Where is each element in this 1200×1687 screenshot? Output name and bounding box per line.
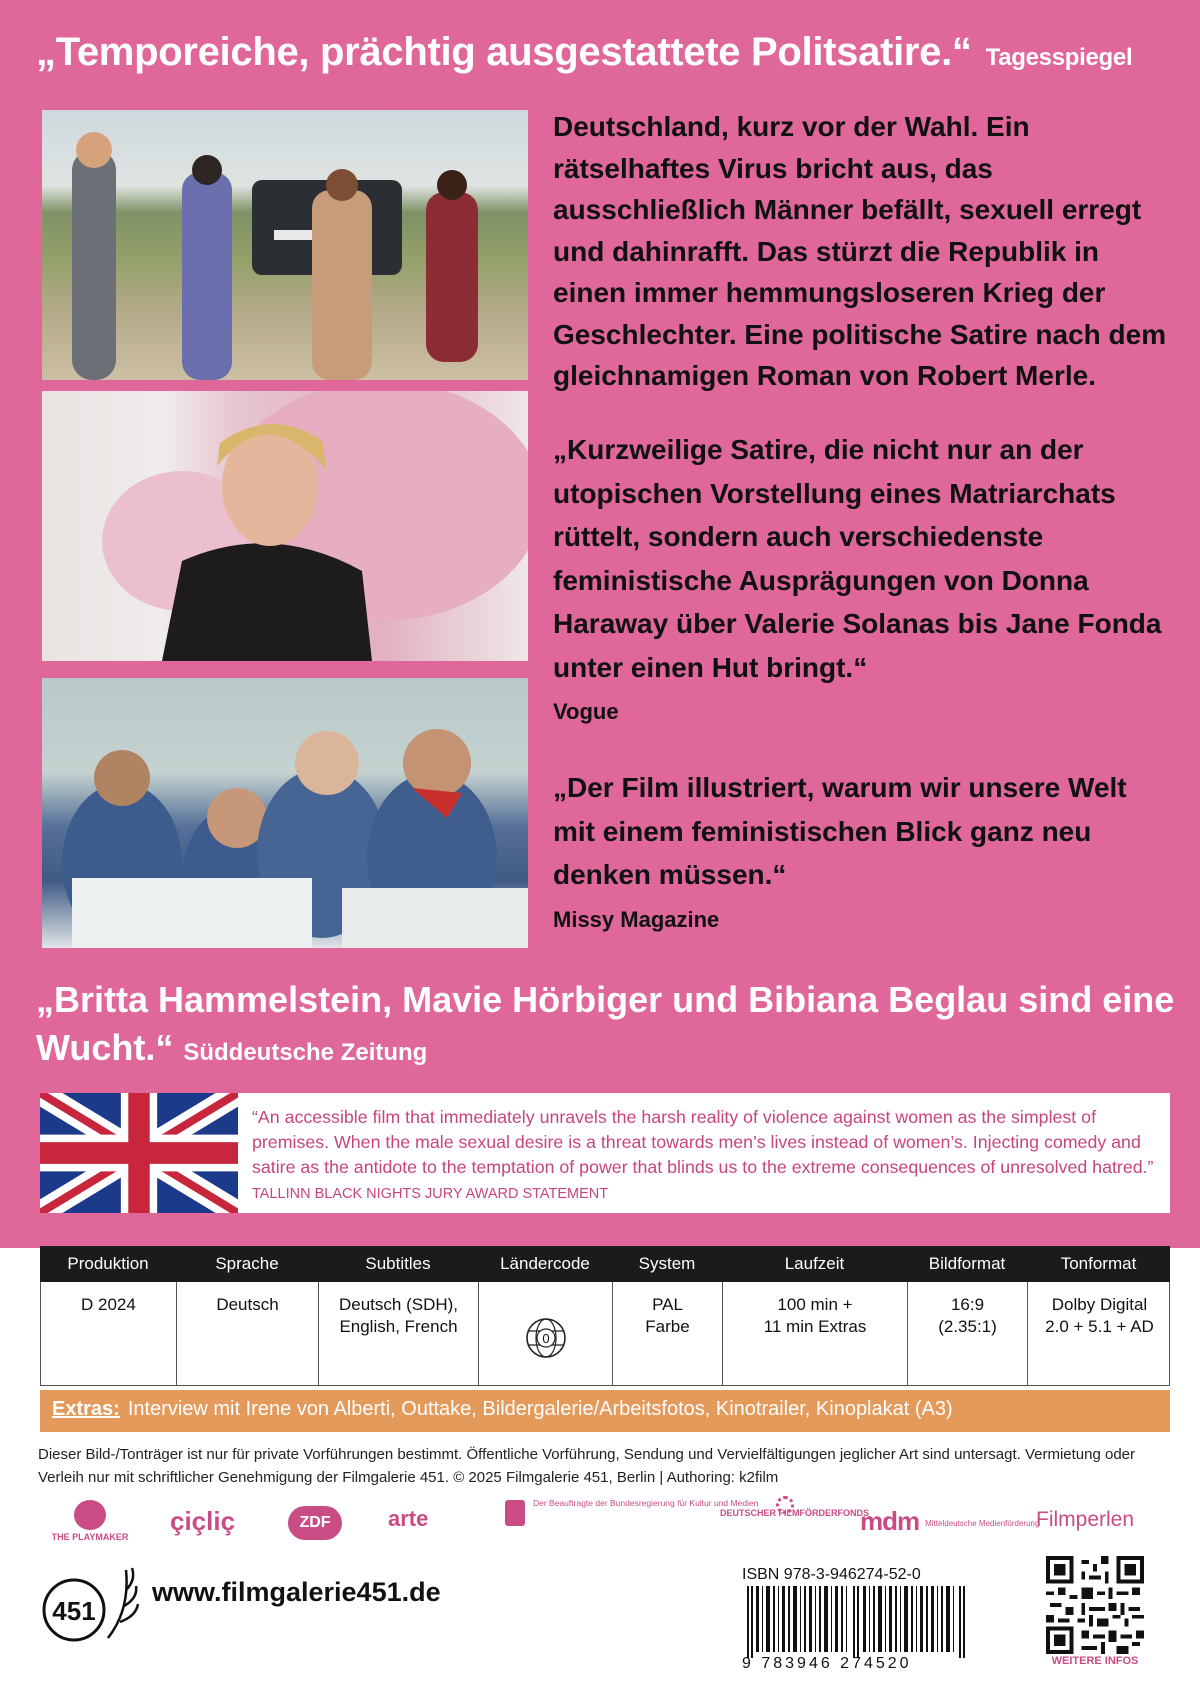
bkm-label: Der Beauftragte der Bundesregierung für Kultur und Medien — [533, 1498, 759, 1508]
barcode-icon — [745, 1586, 970, 1658]
header-tonformat: Tonformat — [1060, 1254, 1137, 1273]
film-still-men-at-screens — [42, 678, 528, 948]
header-bildformat: Bildformat — [928, 1254, 1006, 1273]
header-laendercode: Ländercode — [500, 1254, 590, 1273]
press-quote-vogue — [553, 428, 1173, 727]
header-laufzeit: Laufzeit — [784, 1254, 845, 1273]
header-sprache: Sprache — [215, 1254, 279, 1273]
filmperlen-logo: Filmperlen — [1036, 1508, 1135, 1531]
uk-flag-icon — [40, 1093, 238, 1213]
ciclic-logo: çiçliç — [170, 1506, 236, 1536]
top-quote-source: Tagesspiegel — [985, 44, 1133, 71]
tech-specs-values — [40, 1282, 1170, 1386]
isbn-number: ISBN 978-3-946274-52-0 — [742, 1566, 921, 1583]
playmaker-mark-icon — [74, 1500, 106, 1530]
filmgalerie-451-logo-icon — [40, 1560, 140, 1650]
zdf-logo: ZDF — [288, 1506, 342, 1540]
film-still-women-walking — [42, 110, 528, 380]
svg-text:451: 451 — [52, 1596, 96, 1626]
mdm-label: mdm — [860, 1506, 920, 1536]
bottom-quote-text: „Britta Hammelstein, Mavie Hörbiger und Bibiana Beglau sind eine Wucht.“ — [36, 979, 1175, 1068]
top-quote-text: „Temporeiche, prächtig ausgestattete Politsatire.“ — [36, 30, 972, 74]
value-produktion: D 2024 — [41, 1282, 177, 1385]
qr-label: WEITERE INFOS — [1051, 1655, 1139, 1667]
header-produktion: Produktion — [67, 1254, 149, 1273]
english-statement-source: TALLINN BLACK NIGHTS JURY AWARD STATEMENT — [252, 1186, 609, 1202]
extras-bar — [40, 1390, 1170, 1432]
value-subtitles: Deutsch (SDH), English, French — [319, 1282, 479, 1385]
barcode-digits: 9 783946 274520 — [742, 1655, 912, 1672]
press-quote-missy — [553, 766, 1173, 935]
qr-code-icon[interactable] — [1046, 1556, 1144, 1654]
tech-specs-table — [40, 1246, 1170, 1386]
value-sprache: Deutsch — [177, 1282, 319, 1385]
value-laufzeit: 100 min + 11 min Extras — [723, 1282, 908, 1385]
english-statement-text: “An accessible film that immediately unravels the harsh reality of violence against women as the simplest of premises. When the male sexual desire is a threat towards men’s lives instead of women’s. Injecting comedy and satire as the antidote to the temptation of power that blinds us to the extreme consequences of unresolved hatred.” — [252, 1107, 1154, 1177]
extras-list: Interview mit Irene von Alberti, Outtake, Bildergalerie/Arbeitsfotos, Kinotrailer, Kinoplakat (A3) — [127, 1398, 953, 1420]
missy-quote-text: „Der Film illustriert, warum wir unsere Welt mit einem feministischen Blick ganz neu denken müssen.“ — [553, 772, 1127, 890]
region-code-icon — [524, 1316, 568, 1360]
vogue-quote-source: Vogue — [553, 699, 619, 724]
mdm-sub-label: Mitteldeutsche Medienförderung — [925, 1518, 1040, 1528]
value-tonformat: Dolby Digital 2.0 + 5.1 + AD — [1045, 1295, 1154, 1336]
top-press-quote — [36, 30, 1132, 75]
arte-logo: arte — [388, 1506, 429, 1531]
dff-label: DEUTSCHER FILMFÖRDERFONDS — [720, 1508, 869, 1518]
english-statement-box — [40, 1093, 1170, 1213]
bkm-logo — [505, 1498, 759, 1509]
bottom-quote-source: Süddeutsche Zeitung — [183, 1039, 428, 1066]
header-system: System — [638, 1254, 696, 1273]
legal-notice: Dieser Bild-/Tonträger ist nur für private Vorführungen bestimmt. Öffentliche Vorführung, Sendung und Vervielfältigungen jeglicher Art sind untersagt. Vermietung oder Verleih nur mit schriftlicher Genehmigung der Filmgalerie 451. © 2025 Filmgalerie 451, Berlin | Authoring: k2film — [38, 1446, 1136, 1486]
tech-specs-header — [40, 1246, 1170, 1282]
header-subtitles: Subtitles — [365, 1254, 431, 1273]
mdm-logo — [860, 1506, 1039, 1537]
film-still-woman-flamingos — [42, 391, 528, 661]
english-statement — [252, 1105, 1164, 1207]
value-laendercode — [479, 1282, 613, 1385]
region-code-value: 0 — [541, 1331, 550, 1346]
bottom-press-quote — [36, 976, 1176, 1077]
value-system: PAL Farbe — [613, 1282, 723, 1385]
missy-quote-source: Missy Magazine — [553, 906, 720, 932]
vogue-quote-text: „Kurzweilige Satire, die nicht nur an der utopischen Vorstellung eines Matriarchats rüttelt, sondern auch verschiedenste feministische Ausprägungen von Donna Haraway über Valerie Solanas bis Jane Fonda unter einen Hut bringt.“ — [553, 434, 1162, 683]
dff-logo — [720, 1508, 869, 1519]
website-url[interactable]: www.filmgalerie451.de — [152, 1577, 441, 1607]
federal-eagle-icon — [505, 1500, 525, 1526]
sponsor-logos — [40, 1494, 1170, 1554]
extras-label: Extras: — [52, 1398, 120, 1420]
playmaker-label: THE PLAYMAKER — [51, 1532, 129, 1542]
playmaker-logo — [40, 1494, 140, 1542]
value-bildformat: 16:9 (2.35:1) — [908, 1282, 1028, 1385]
dff-mark-icon — [776, 1496, 794, 1514]
film-description: Deutschland, kurz vor der Wahl. Ein rätselhaftes Virus bricht aus, das ausschließlich Männer befällt, sexuell erregt und dahinrafft. Das stürzt die Republik in einen immer hemmungsloseren Krieg der Geschlechter. Eine politische Satire nach dem gleichnamigen Roman von Robert Merle. — [553, 111, 1167, 391]
